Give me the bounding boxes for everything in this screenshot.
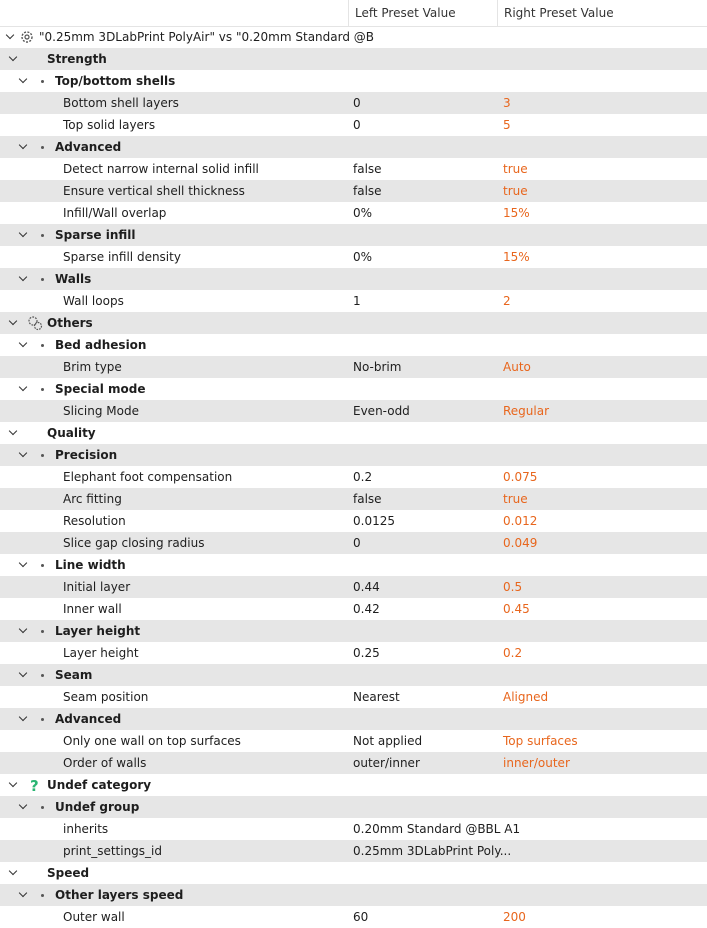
compare-tree [0, 26, 707, 928]
bullet-icon [41, 564, 44, 567]
tree-row-option[interactable] [0, 840, 707, 862]
tree-row-group[interactable] [0, 708, 707, 730]
left-preset-value: 0 [353, 96, 361, 110]
right-preset-value: 0.2 [503, 646, 523, 660]
left-preset-value: Even-odd [353, 404, 410, 418]
tree-row-group[interactable] [0, 334, 707, 356]
right-preset-value: 200 [503, 910, 526, 924]
expand-chevron-icon[interactable] [7, 422, 21, 444]
tree-row-option[interactable] [0, 686, 707, 708]
expand-chevron-icon[interactable] [7, 48, 21, 70]
expand-chevron-icon[interactable] [17, 708, 31, 730]
bullet-icon [41, 146, 44, 149]
right-preset-value: Auto [503, 360, 531, 374]
left-preset-value: 0.2 [353, 470, 373, 484]
left-preset-value: 0.44 [353, 580, 380, 594]
left-preset-value: 0 [353, 118, 361, 132]
column-header-name[interactable] [0, 0, 348, 26]
left-preset-value: outer/inner [353, 756, 420, 770]
left-preset-value: 60 [353, 910, 369, 924]
left-preset-value: false [353, 492, 382, 506]
row-label: Resolution [63, 514, 126, 528]
expand-chevron-icon[interactable] [17, 884, 31, 906]
tree-row-option[interactable] [0, 576, 707, 598]
bullet-icon [41, 674, 44, 677]
tree-row-option[interactable] [0, 532, 707, 554]
row-label: Infill/Wall overlap [63, 206, 167, 220]
left-preset-value: 0.20mm Standard @BBL A1 [353, 822, 521, 836]
row-label: Brim type [63, 360, 122, 374]
tree-row-group[interactable] [0, 224, 707, 246]
row-label: Seam [55, 668, 93, 682]
gears-icon [27, 315, 43, 331]
tree-row-option[interactable] [0, 400, 707, 422]
tree-row-option[interactable] [0, 158, 707, 180]
tree-row-group[interactable] [0, 136, 707, 158]
right-preset-value: 15% [503, 206, 530, 220]
row-label: Order of walls [63, 756, 147, 770]
row-label: Layer height [63, 646, 139, 660]
expand-chevron-icon[interactable] [17, 224, 31, 246]
bullet-icon [41, 454, 44, 457]
row-label: print_settings_id [63, 844, 162, 858]
row-label: inherits [63, 822, 109, 836]
bullet-icon [41, 630, 44, 633]
right-preset-value: true [503, 162, 528, 176]
row-label: Advanced [55, 140, 122, 154]
right-preset-value: inner/outer [503, 756, 570, 770]
row-label: Outer wall [63, 910, 125, 924]
column-header [0, 0, 707, 27]
row-label: Ensure vertical shell thickness [63, 184, 245, 198]
bullet-icon [41, 718, 44, 721]
left-preset-value: false [353, 184, 382, 198]
expand-chevron-icon[interactable] [17, 334, 31, 356]
row-label: Speed [47, 866, 90, 880]
row-label: Top/bottom shells [55, 74, 176, 88]
left-preset-value: false [353, 162, 382, 176]
expand-chevron-icon[interactable] [17, 378, 31, 400]
row-label: Initial layer [63, 580, 131, 594]
right-preset-value: true [503, 184, 528, 198]
row-label: Only one wall on top surfaces [63, 734, 241, 748]
tree-row-option[interactable] [0, 752, 707, 774]
row-label: "0.25mm 3DLabPrint PolyAir" vs "0.20mm Standard @B [39, 30, 375, 44]
row-label: Top solid layers [63, 118, 156, 132]
expand-chevron-icon[interactable] [17, 620, 31, 642]
svg-text:?: ? [30, 777, 39, 793]
row-label: Arc fitting [63, 492, 122, 506]
row-label: Others [47, 316, 93, 330]
right-preset-value: 0.45 [503, 602, 530, 616]
tree-row-group[interactable] [0, 620, 707, 642]
tree-row-option[interactable] [0, 356, 707, 378]
right-preset-value: Aligned [503, 690, 549, 704]
tree-row-group[interactable] [0, 796, 707, 818]
tree-row-option[interactable] [0, 202, 707, 224]
row-label: Special mode [55, 382, 146, 396]
column-header-left-preset[interactable]: Left Preset Value [348, 0, 497, 26]
bullet-icon [41, 894, 44, 897]
tree-row-root[interactable] [0, 26, 707, 48]
left-preset-value: 0% [353, 250, 373, 264]
tree-row-group[interactable] [0, 444, 707, 466]
row-label: Slice gap closing radius [63, 536, 205, 550]
tree-row-option[interactable] [0, 642, 707, 664]
row-label: Quality [47, 426, 96, 440]
right-preset-value: 0.075 [503, 470, 538, 484]
expand-chevron-icon[interactable] [7, 312, 21, 334]
row-label: Elephant foot compensation [63, 470, 233, 484]
tree-row-category[interactable] [0, 422, 707, 444]
right-preset-value: 2 [503, 294, 511, 308]
question-icon [27, 777, 43, 793]
right-preset-value: 15% [503, 250, 530, 264]
tree-row-group[interactable] [0, 664, 707, 686]
tree-row-category[interactable] [0, 862, 707, 884]
row-label: Sparse infill density [63, 250, 181, 264]
tree-row-option[interactable] [0, 730, 707, 752]
row-label: Seam position [63, 690, 149, 704]
bullet-icon [41, 80, 44, 83]
tree-row-option[interactable] [0, 246, 707, 268]
left-preset-value: 0% [353, 206, 373, 220]
row-label: Slicing Mode [63, 404, 139, 418]
bullet-icon [41, 278, 44, 281]
tree-row-option[interactable] [0, 598, 707, 620]
tree-row-group[interactable] [0, 884, 707, 906]
bullet-icon [41, 344, 44, 347]
tree-row-option[interactable] [0, 510, 707, 532]
right-preset-value: 0.5 [503, 580, 523, 594]
right-preset-value: Top surfaces [503, 734, 578, 748]
row-label: Inner wall [63, 602, 122, 616]
expand-chevron-icon[interactable] [7, 774, 21, 796]
column-header-right-preset[interactable]: Right Preset Value [497, 0, 707, 26]
row-label: Advanced [55, 712, 122, 726]
expand-chevron-icon[interactable] [17, 664, 31, 686]
tree-row-option[interactable] [0, 92, 707, 114]
row-label: Precision [55, 448, 118, 462]
tree-row-option[interactable] [0, 180, 707, 202]
right-preset-value: true [503, 492, 528, 506]
tree-row-category[interactable] [0, 48, 707, 70]
tree-row-option[interactable] [0, 488, 707, 510]
bullet-icon [41, 388, 44, 391]
tree-row-category[interactable] [0, 774, 707, 796]
left-preset-value: 0.25 [353, 646, 380, 660]
left-preset-value: 0 [353, 536, 361, 550]
row-label: Strength [47, 52, 107, 66]
tree-row-option[interactable] [0, 818, 707, 840]
row-label: Wall loops [63, 294, 124, 308]
right-preset-value: 0.012 [503, 514, 538, 528]
left-preset-value: 0.42 [353, 602, 380, 616]
expand-chevron-icon[interactable] [17, 554, 31, 576]
tree-row-category[interactable] [0, 312, 707, 334]
tree-row-option[interactable] [0, 906, 707, 928]
row-label: Line width [55, 558, 126, 572]
row-label: Bed adhesion [55, 338, 147, 352]
tree-row-option[interactable] [0, 114, 707, 136]
tree-row-group[interactable] [0, 554, 707, 576]
tree-row-group[interactable] [0, 268, 707, 290]
right-preset-value: 5 [503, 118, 511, 132]
left-preset-value: 1 [353, 294, 361, 308]
row-label: Layer height [55, 624, 141, 638]
left-preset-value: 0.25mm 3DLabPrint Poly... [353, 844, 512, 858]
row-label: Other layers speed [55, 888, 184, 902]
tree-row-option[interactable] [0, 290, 707, 312]
bullet-icon [41, 806, 44, 809]
tree-row-group[interactable] [0, 70, 707, 92]
tree-row-group[interactable] [0, 378, 707, 400]
tree-row-option[interactable] [0, 466, 707, 488]
row-label: Walls [55, 272, 92, 286]
left-preset-value: No-brim [353, 360, 402, 374]
gear-icon [19, 29, 35, 45]
bullet-icon [41, 234, 44, 237]
expand-chevron-icon[interactable] [17, 70, 31, 92]
row-label: Detect narrow internal solid infill [63, 162, 259, 176]
right-preset-value: 3 [503, 96, 511, 110]
right-preset-value: 0.049 [503, 536, 538, 550]
row-label: Undef category [47, 778, 152, 792]
expand-chevron-icon[interactable] [17, 136, 31, 158]
row-label: Bottom shell layers [63, 96, 179, 110]
expand-chevron-icon[interactable] [17, 268, 31, 290]
row-label: Undef group [55, 800, 140, 814]
expand-chevron-icon[interactable] [17, 796, 31, 818]
left-preset-value: 0.0125 [353, 514, 395, 528]
expand-chevron-icon[interactable] [17, 444, 31, 466]
expand-chevron-icon[interactable] [4, 26, 18, 48]
left-preset-value: Nearest [353, 690, 400, 704]
right-preset-value: Regular [503, 404, 550, 418]
expand-chevron-icon[interactable] [7, 862, 21, 884]
left-preset-value: Not applied [353, 734, 423, 748]
row-label: Sparse infill [55, 228, 136, 242]
